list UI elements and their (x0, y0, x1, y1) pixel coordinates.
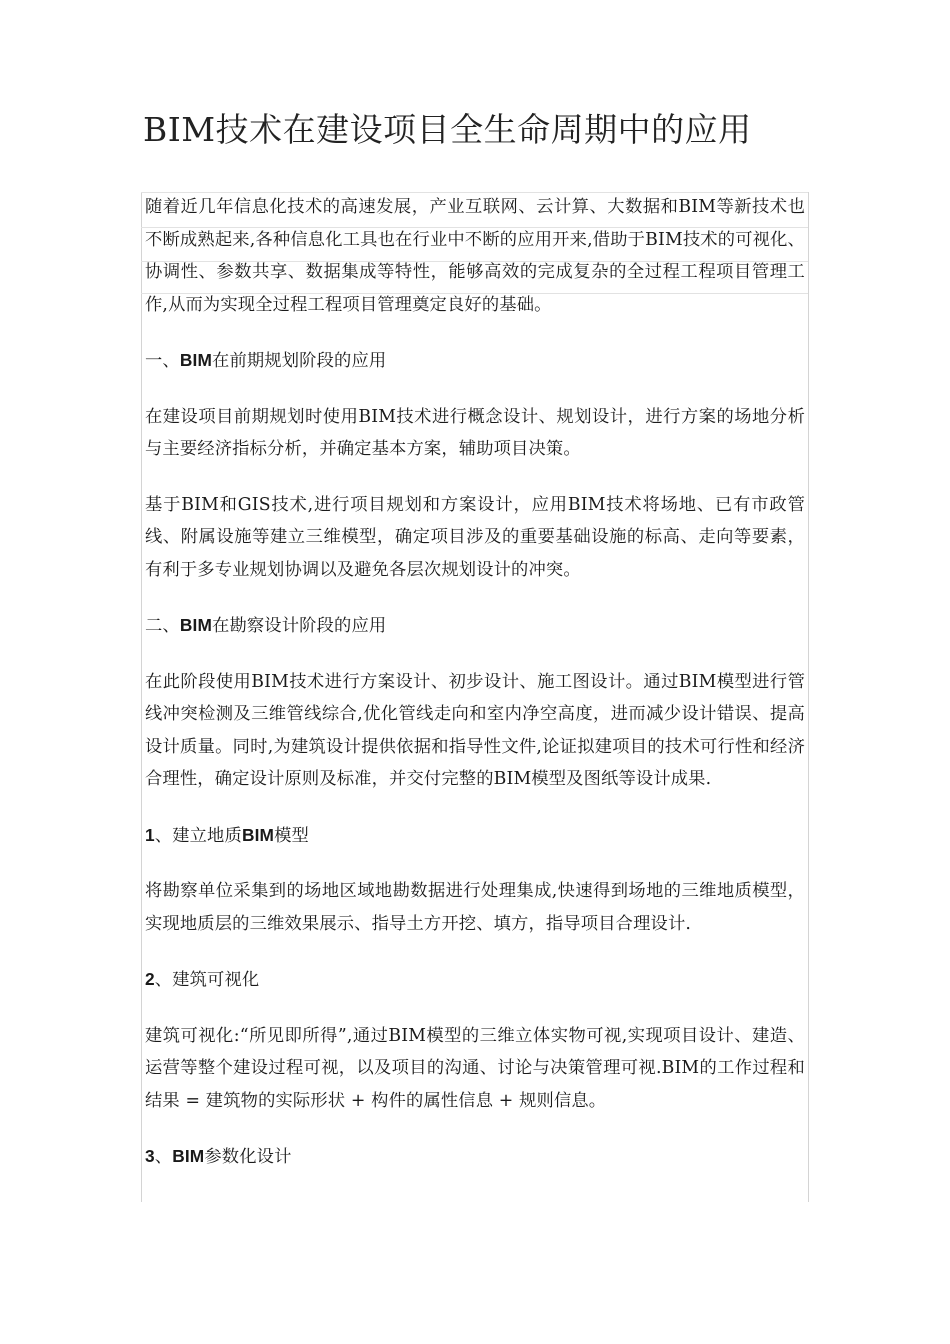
heading-prefix: 二、 (145, 616, 180, 636)
document-body (145, 191, 805, 1197)
heading-text: 在勘察设计阶段的应用 (212, 616, 387, 636)
intro-paragraph: 随着近几年信息化技术的高速发展，产业互联网、云计算、大数据和BIM等新技术也不断成熟起来,各种信息化工具也在行业中不断的应用开来,借助于BIM技术的可视化、协调性、参数共享、数据集成等特性，能够高效的完成复杂的全过程工程项目管理工作,从而为实现全过程工程项目管理奠定良好的基础。 (145, 197, 805, 315)
heading-number: 3 (145, 1146, 155, 1166)
survey-design-paragraph: 在此阶段使用BIM技术进行方案设计、初步设计、施工图设计。通过BIM模型进行管线冲突检测及三维管线综合,优化管线走向和室内净空高度，进而减少设计错误、提高设计质量。同时,为建筑设计提供依据和指导性文件,论证拟建项目的技术可行性和经济合理性，确定设计原则及标准，并交付完整的BIM模型及图纸等设计成果. (145, 671, 805, 789)
planning-paragraph-2: 基于BIM和GIS技术,进行项目规划和方案设计，应用BIM技术将场地、已有市政管线、附属设施等建立三维模型，确定项目涉及的重要基础设施的标高、走向等要素，有利于多专业规划协调以及避免各层次规划设计的冲突。 (145, 494, 805, 580)
section-heading-survey-design (145, 609, 805, 643)
heading-bim: BIM (172, 1146, 205, 1166)
geology-model-paragraph: 将勘察单位采集到的场地区域地勘数据进行处理集成,快速得到场地的三维地质模型，实现地质层的三维效果展示、指导土方开挖、填方，指导项目合理设计. (145, 881, 805, 934)
text-frame-right-border (808, 192, 809, 1202)
section-heading-planning (145, 344, 805, 378)
document-title: BIM技术在建设项目全生命周期中的应用 (143, 110, 752, 149)
heading-text: 模型 (274, 825, 309, 846)
subheading-parametric-design (145, 1140, 805, 1174)
heading-text: 、建立地质 (154, 825, 242, 846)
subheading-geology-model (145, 819, 805, 853)
heading-text: 、建筑可视化 (154, 970, 260, 990)
heading-text: 参数化设计 (204, 1147, 292, 1167)
text-frame-left-border (141, 192, 142, 1202)
heading-number: 2 (145, 969, 155, 989)
heading-text: 在前期规划阶段的应用 (212, 351, 387, 371)
subheading-visualization (145, 963, 805, 997)
visualization-paragraph: 建筑可视化:“所见即所得”,通过BIM模型的三维立体实物可视,实现项目设计、建造、运营等整个建设过程可视，以及项目的沟通、讨论与决策管理可视.BIM的工作过程和结果 = 建筑物的实际形状 + 构件的属性信息 + 规则信息。 (145, 1025, 805, 1111)
heading-bim: BIM (179, 615, 213, 635)
heading-bim: BIM (179, 350, 213, 370)
heading-prefix: 一、 (145, 351, 180, 371)
heading-bim: BIM (241, 824, 275, 845)
heading-number: 1 (145, 824, 155, 845)
planning-paragraph-1: 在建设项目前期规划时使用BIM技术进行概念设计、规划设计，进行方案的场地分析与主要经济指标分析，并确定基本方案，辅助项目决策。 (145, 406, 805, 459)
heading-text: 、 (154, 1147, 173, 1167)
